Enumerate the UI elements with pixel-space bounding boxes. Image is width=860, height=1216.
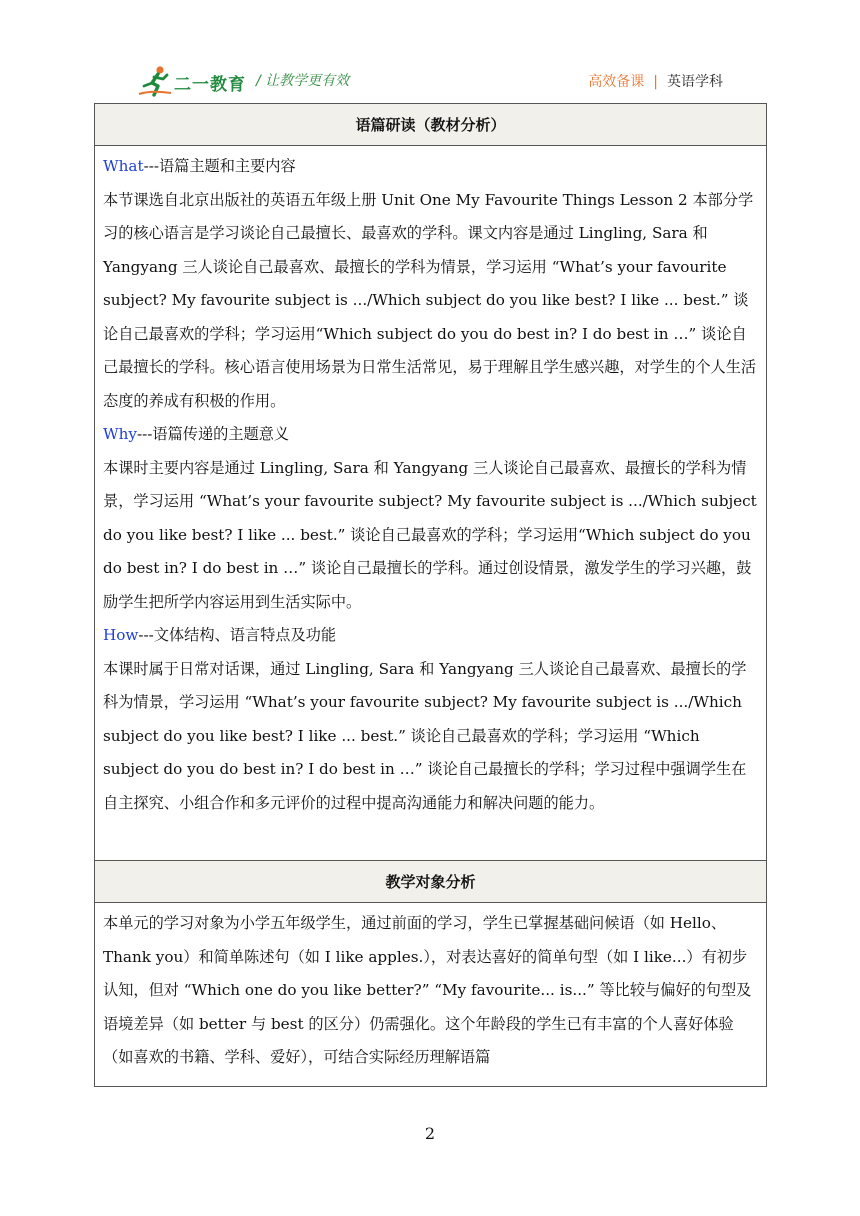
lesson-analysis-table [94,103,767,1087]
page-number: 2 [424,1124,436,1143]
section-header-row [95,104,767,146]
tag-english-subject: 英语学科 [667,74,723,90]
how-heading [103,619,758,653]
slogan: / 让教学更有效 [256,73,350,89]
runner-logo-icon [138,64,172,98]
section-title-text-analysis: 语篇研读（教材分析） [95,104,767,146]
section-body-row [95,903,767,1087]
what-heading-text: ---语篇主题和主要内容 [143,157,296,175]
page-header [0,0,860,104]
section-header-row [95,861,767,903]
text-analysis-content [95,146,767,861]
what-paragraph: 本节课选自北京出版社的英语五年级上册 Unit One My Favourite Things Lesson 2 本部分学习的核心语言是学习谈论自己最擅长、最喜欢的学科。课文内容是通过 Lingling, Sara 和 Yangyang 三人谈论自己最喜欢、最擅长的学科为情景，学习运用 “What’s your favourite subject? My favourite subject is .../Which subject do you like best? I like ... best.” 谈论自己最喜欢的学科；学习运用“Which subject do you do best in? I do best in …” 谈论自己最擅长的学科。核心语言使用场景为日常生活常见，易于理解且学生感兴趣，对学生的个人生活态度的养成有积极的作用。 [103,190,757,410]
tag-separator: | [653,74,658,90]
why-heading [103,418,758,452]
tag-efficient-prep: 高效备课 [588,74,645,90]
how-keyword: How [103,626,139,644]
student-analysis-content [95,903,767,1087]
student-analysis-paragraph: 本单元的学习对象为小学五年级学生，通过前面的学习，学生已掌握基础问候语（如 Hello、Thank you）和简单陈述句（如 I like apples.），对表达喜好的简单句型（如 I like...）有初步认知，但对 “Which one do you like better?” “My favourite... is...” 等比较与偏好的句型及语境差异（如 better 与 best 的区分）仍需强化。这个年龄段的学生已有丰富的个人喜好体验（如喜欢的书籍、学科、爱好），可结合实际经历理解语篇 [103,914,752,1066]
why-keyword: Why [103,425,137,443]
what-heading [103,150,758,184]
logo-text: 二一教育 [174,75,246,95]
how-paragraph: 本课时属于日常对话课，通过 Lingling, Sara 和 Yangyang 三人谈论自己最喜欢、最擅长的学科为情景，学习运用 “What’s your favourite subject? My favourite subject is .../Which subject do you like best? I like ... best.” 谈论自己最喜欢的学科；学习运用 “Which subject do you do best in? I do best in …” 谈论自己最擅长的学科；学习过程中强调学生在自主探究、小组合作和多元评价的过程中提高沟通能力和解决问题的能力。 [103,659,747,812]
why-heading-text: ---语篇传递的主题意义 [136,425,290,443]
section-title-student-analysis: 教学对象分析 [95,861,767,903]
brand-logo[interactable] [138,64,248,98]
section-body-row [95,146,767,861]
how-heading-text: ---文体结构、语言特点及功能 [138,626,337,644]
header-tags [588,71,723,91]
why-paragraph: 本课时主要内容是通过 Lingling, Sara 和 Yangyang 三人谈论自己最喜欢、最擅长的学科为情景，学习运用 “What’s your favourite subject? My favourite subject is .../Which subject do you like best? I like ... best.” 谈论自己最喜欢的学科；学习运用“Which subject do you do best in? I do best in …” 谈论自己最擅长的学科。通过创设情景，激发学生的学习兴趣，鼓励学生把所学内容运用到生活实际中。 [103,458,757,611]
what-keyword: What [103,157,144,175]
